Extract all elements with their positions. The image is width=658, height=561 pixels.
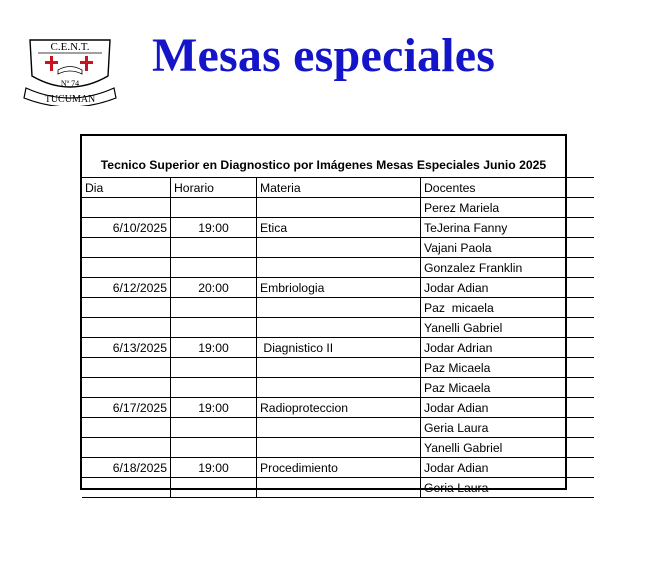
cell-dia [82, 358, 171, 378]
cell-horario [171, 418, 257, 438]
schedule-table [80, 134, 567, 495]
cell-docente: Geria Laura [421, 478, 595, 498]
cell-horario: 20:00 [171, 278, 257, 298]
cell-docente: Gonzalez Franklin [421, 258, 595, 278]
table-row [82, 478, 594, 498]
cell-dia [82, 418, 171, 438]
table-row [82, 318, 594, 338]
cell-horario [171, 238, 257, 258]
cell-docente: Jodar Adian [421, 278, 595, 298]
cell-dia [82, 198, 171, 218]
cell-dia: 6/13/2025 [82, 338, 171, 358]
cell-horario: 19:00 [171, 398, 257, 418]
cell-dia: 6/18/2025 [82, 458, 171, 478]
cell-materia: Etica [257, 218, 421, 238]
cell-dia [82, 298, 171, 318]
cell-docente: Yanelli Gabriel [421, 318, 595, 338]
table-row [82, 378, 594, 398]
table-row [82, 218, 594, 238]
cell-materia: Embriologia [257, 278, 421, 298]
cell-materia [257, 298, 421, 318]
table-row [82, 418, 594, 438]
cell-materia [257, 378, 421, 398]
cell-dia [82, 378, 171, 398]
cell-materia [257, 238, 421, 258]
cell-dia: 6/12/2025 [82, 278, 171, 298]
cell-horario [171, 358, 257, 378]
cell-horario [171, 298, 257, 318]
school-logo [22, 32, 118, 106]
cell-docente: Jodar Adrian [421, 338, 595, 358]
cell-horario [171, 318, 257, 338]
cell-horario: 19:00 [171, 458, 257, 478]
table-row [82, 398, 594, 418]
page-title: Mesas especiales [152, 29, 496, 82]
cell-docente: Paz Micaela [421, 378, 595, 398]
cell-materia [257, 438, 421, 458]
cell-horario: 19:00 [171, 218, 257, 238]
cell-docente: Jodar Adian [421, 398, 595, 418]
cell-horario [171, 478, 257, 498]
cell-dia [82, 438, 171, 458]
table-row [82, 258, 594, 278]
cell-docente: Yanelli Gabriel [421, 438, 595, 458]
cell-dia [82, 258, 171, 278]
column-header-dia: Dia [82, 178, 171, 198]
table-row [82, 358, 594, 378]
cell-docente: Vajani Paola [421, 238, 595, 258]
table-row [82, 338, 594, 358]
cell-horario: 19:00 [171, 338, 257, 358]
cell-horario [171, 378, 257, 398]
cell-horario [171, 198, 257, 218]
schedule-grid [82, 177, 594, 498]
cell-docente: Geria Laura [421, 418, 595, 438]
cell-materia [257, 478, 421, 498]
cell-dia: 6/10/2025 [82, 218, 171, 238]
cell-horario [171, 438, 257, 458]
cell-docente: Paz Micaela [421, 358, 595, 378]
cell-materia [257, 418, 421, 438]
cell-materia: Radioproteccion [257, 398, 421, 418]
cell-materia: Diagnistico II [257, 338, 421, 358]
cell-dia [82, 478, 171, 498]
table-row [82, 298, 594, 318]
column-header-materia: Materia [257, 178, 421, 198]
cell-materia [257, 198, 421, 218]
logo-number: Nº 74 [60, 79, 80, 88]
cell-docente: Perez Mariela [421, 198, 595, 218]
table-row [82, 438, 594, 458]
cell-materia [257, 258, 421, 278]
cell-docente: Jodar Adian [421, 458, 595, 478]
table-row [82, 458, 594, 478]
cell-docente: TeJerina Fanny [421, 218, 595, 238]
cell-docente: Paz micaela [421, 298, 595, 318]
table-header-row [82, 178, 594, 198]
table-row [82, 278, 594, 298]
table-row [82, 198, 594, 218]
cell-horario [171, 258, 257, 278]
cell-dia [82, 318, 171, 338]
cell-dia [82, 238, 171, 258]
cell-dia: 6/17/2025 [82, 398, 171, 418]
cell-materia [257, 318, 421, 338]
table-row [82, 238, 594, 258]
cell-materia [257, 358, 421, 378]
logo-top-text: C.E.N.T. [50, 41, 90, 53]
table-caption: Tecnico Superior en Diagnostico por Imágenes Mesas Especiales Junio 2025 [100, 158, 547, 172]
logo-ribbon-text: TUCUMAN [44, 94, 96, 105]
cell-materia: Procedimiento [257, 458, 421, 478]
column-header-docentes: Docentes [421, 178, 595, 198]
column-header-horario: Horario [171, 178, 257, 198]
